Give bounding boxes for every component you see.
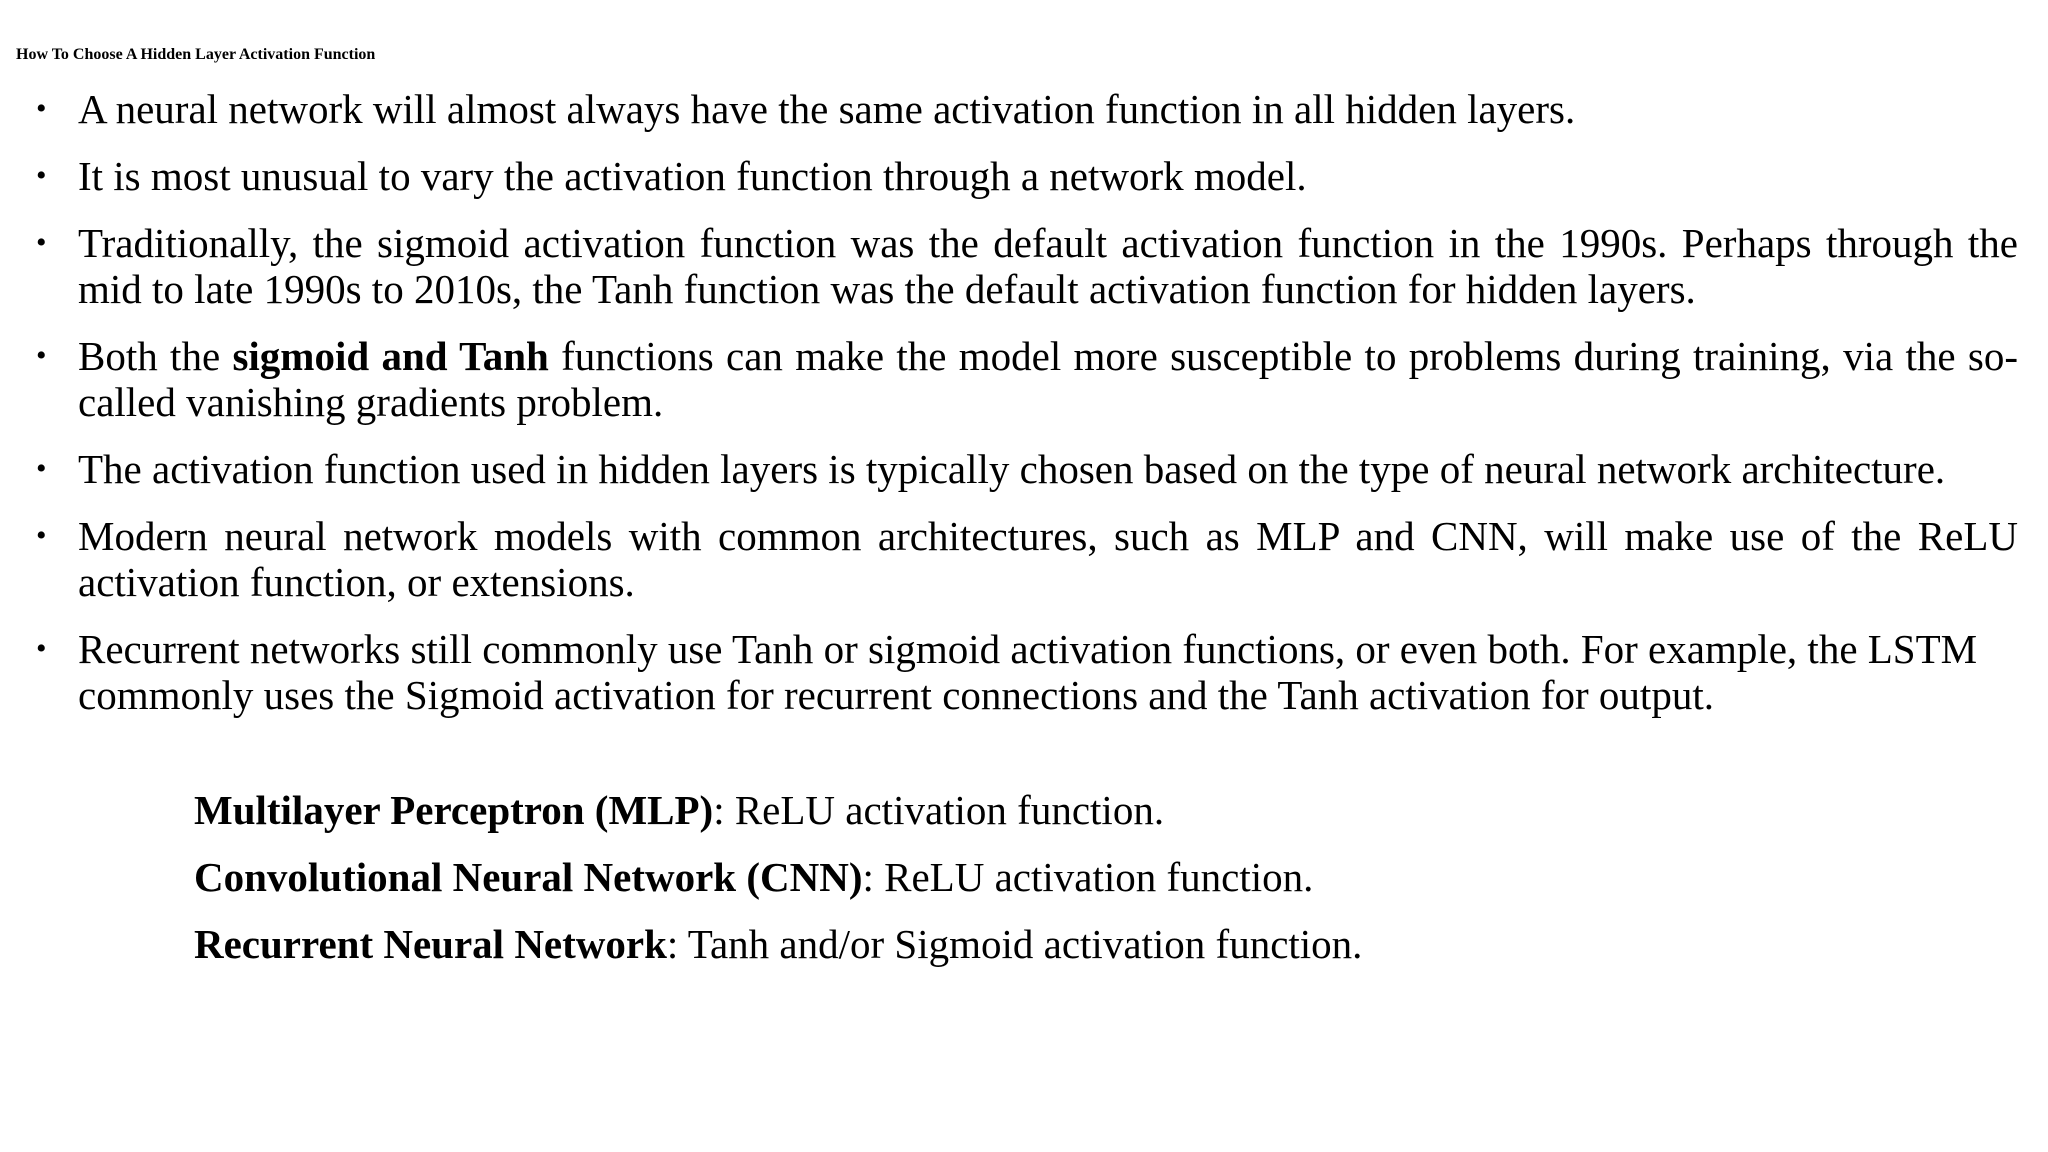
recommendation-item: [194, 921, 1362, 967]
bullet-text-suffix: functions can make the model more susceptible to problems during training, via the so-called vanishing gradients problem.: [78, 333, 2018, 425]
bullet-text: Recurrent networks still commonly use Tanh or sigmoid activation functions, or even both. For example, the LSTM commonly uses the Sigmoid activation for recurrent connections and the Tanh activation for output.: [78, 626, 1978, 718]
recommendation-term: Recurrent Neural Network: [194, 921, 667, 967]
bullet-item: [36, 446, 2018, 492]
bullet-dot-icon: •: [36, 92, 47, 125]
recommendation-item: [194, 787, 1362, 833]
recommendation-description: : ReLU activation function.: [713, 787, 1165, 833]
bullet-dot-icon: •: [36, 159, 47, 192]
bullet-dot-icon: •: [36, 226, 47, 259]
bullet-text: Modern neural network models with common architectures, such as MLP and CNN, will make use of the ReLU activation function, or extensions.: [78, 513, 2018, 605]
bullet-item: [36, 220, 2018, 312]
recommendation-description: : ReLU activation function.: [862, 854, 1314, 900]
bullet-item: [36, 333, 2018, 425]
recommendation-term: Convolutional Neural Network (CNN): [194, 854, 863, 900]
bullet-text-prefix: Both the: [78, 333, 233, 379]
recommendation-term: Multilayer Perceptron (MLP): [194, 787, 714, 833]
bullet-item: [36, 513, 2018, 605]
bullet-text: Traditionally, the sigmoid activation function was the default activation function in the 1990s. Perhaps through the mid to late 1990s to 2010s, the Tanh function was the default activation function for hidden layers.: [78, 220, 2018, 312]
bullet-dot-icon: •: [36, 452, 47, 485]
bullet-item: [36, 153, 2018, 199]
recommendation-item: [194, 854, 1362, 900]
bullet-item: [36, 626, 2018, 718]
slide-title: How To Choose A Hidden Layer Activation Function: [16, 46, 376, 63]
bullet-item: [36, 86, 2018, 132]
bullet-dot-icon: •: [36, 519, 47, 552]
bullet-list: [36, 86, 2018, 739]
recommendation-description: : Tanh and/or Sigmoid activation function.: [666, 921, 1363, 967]
bullet-text: It is most unusual to vary the activation function through a network model.: [78, 153, 1307, 199]
bullet-text: The activation function used in hidden layers is typically chosen based on the type of neural network architecture.: [78, 446, 1946, 492]
bullet-dot-icon: •: [36, 339, 47, 372]
bullet-dot-icon: •: [36, 632, 47, 665]
bullet-text: A neural network will almost always have the same activation function in all hidden layers.: [78, 86, 1576, 132]
recommendation-list: [194, 787, 1362, 988]
bullet-text-bold: sigmoid and Tanh: [232, 333, 549, 379]
